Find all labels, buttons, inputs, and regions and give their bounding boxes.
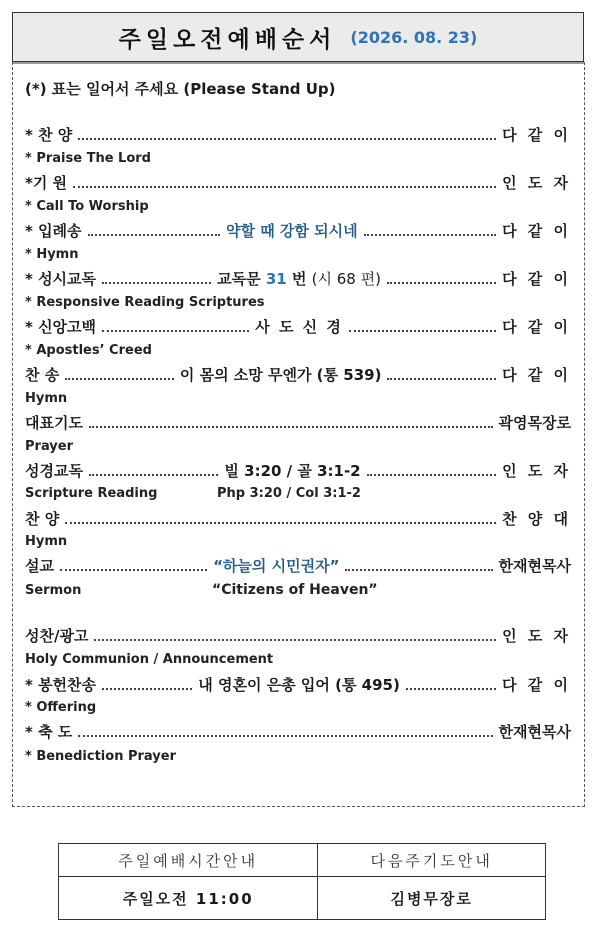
item-english: Hymn <box>25 391 68 406</box>
responsive-reading-text <box>217 268 381 289</box>
item-leader: 한재현목사 <box>498 722 571 741</box>
leader-dots <box>102 330 249 332</box>
worship-time-value: 주일오전 11:00 <box>59 877 318 920</box>
page-title: 주일오전예배순서 <box>118 26 337 53</box>
reading-number: 31 <box>265 269 287 288</box>
item-leader: 다 같 이 <box>502 365 572 384</box>
order-row-sermon <box>25 554 571 576</box>
order-row-praise <box>25 123 571 145</box>
item-korean: * 성시교독 <box>25 269 97 288</box>
order-row-benediction <box>25 720 571 742</box>
item-leader: 다 같 이 <box>502 269 571 288</box>
item-leader: 인 도 자 <box>502 173 571 192</box>
leader-dots <box>88 234 220 236</box>
item-leader: 다 같 이 <box>502 675 571 694</box>
item-english: * Responsive Reading Scriptures <box>25 295 265 310</box>
leader-dots <box>78 735 492 737</box>
item-korean: 대표기도 <box>25 413 83 432</box>
item-english: * Apostles’ Creed <box>25 343 152 358</box>
item-english: Holy Communion / Announcement <box>25 652 274 667</box>
item-leader: 인 도 자 <box>502 626 571 645</box>
order-row-offering <box>25 673 571 695</box>
worship-time-header: 주일예배시간안내 <box>59 844 318 877</box>
order-row-hymn-2 <box>25 363 571 385</box>
order-row-prayer <box>25 411 571 433</box>
order-row-call-to-worship <box>25 171 571 193</box>
sermon-title-english: “Citizens of Heaven” <box>212 582 378 598</box>
item-korean: 성찬/광고 <box>25 626 89 645</box>
leader-dots <box>78 138 496 140</box>
order-row-choir <box>25 507 571 529</box>
item-korean: * 신앙고백 <box>25 317 97 336</box>
item-english: Prayer <box>25 439 74 454</box>
item-korean: *기 원 <box>25 173 68 192</box>
item-korean: 성경교독 <box>25 461 83 480</box>
scripture-ref: 빌 3:20 / 골 3:1-2 <box>224 461 361 480</box>
item-english: * Offering <box>25 700 97 715</box>
stand-up-note: (*) 표는 일어서 주세요 (Please Stand Up) <box>25 80 336 98</box>
leader-dots <box>387 282 496 284</box>
item-english: * Praise The Lord <box>25 151 151 166</box>
next-prayer-header: 다음주기도안내 <box>318 844 546 877</box>
leader-dots <box>65 378 174 380</box>
order-row-scripture <box>25 459 571 481</box>
item-korean: * 찬 양 <box>25 125 73 144</box>
item-korean: 설교 <box>25 556 54 575</box>
leader-dots <box>406 688 496 690</box>
order-row-communion <box>25 624 571 646</box>
leader-dots <box>349 330 496 332</box>
item-leader: 다 같 이 <box>502 125 571 144</box>
item-english: Scripture Reading <box>25 486 158 501</box>
service-date: (2026. 08. 23) <box>350 27 478 47</box>
leader-dots <box>65 522 496 524</box>
leader-dots <box>364 234 496 236</box>
reading-psalm: (시 68 편) <box>311 269 381 288</box>
item-english: * Benediction Prayer <box>25 749 176 764</box>
item-leader: 다 같 이 <box>502 221 571 240</box>
order-row-hymn <box>25 219 571 241</box>
item-english: Hymn <box>25 534 68 549</box>
leader-dots <box>367 474 496 476</box>
item-leader: 다 같 이 <box>502 317 571 336</box>
item-leader: 곽영목장로 <box>498 413 571 432</box>
sermon-title: “하늘의 시민권자” <box>213 556 340 575</box>
info-table <box>58 843 546 920</box>
item-leader: 인 도 자 <box>502 461 571 480</box>
leader-dots <box>387 378 496 380</box>
item-leader: 찬 양 대 <box>502 509 571 528</box>
leader-dots <box>73 186 496 188</box>
hymn-title: 약할 때 강함 되시네 <box>226 221 358 240</box>
item-korean: * 입례송 <box>25 221 82 240</box>
creed-title: 사 도 신 경 <box>255 317 343 336</box>
item-korean: 찬 양 <box>25 509 60 528</box>
leader-dots <box>89 474 218 476</box>
item-english: * Hymn <box>25 247 79 262</box>
order-row-creed <box>25 315 571 337</box>
reading-prefix: 교독문 <box>217 269 266 288</box>
leader-dots <box>89 426 493 428</box>
leader-dots <box>345 569 492 571</box>
leader-dots <box>102 282 211 284</box>
item-english: Sermon <box>25 583 82 598</box>
next-prayer-value: 김병무장로 <box>318 877 546 920</box>
item-leader: 한재현목사 <box>498 556 571 575</box>
item-korean: * 봉헌찬송 <box>25 675 97 694</box>
scripture-ref-english: Php 3:20 / Col 3:1-2 <box>217 486 361 501</box>
leader-dots <box>60 569 207 571</box>
item-english: * Call To Worship <box>25 199 149 214</box>
leader-dots <box>94 639 496 641</box>
item-korean: * 축 도 <box>25 722 73 741</box>
hymn-title: 내 영혼이 은총 입어 (통 495) <box>198 675 400 694</box>
hymn-title: 이 몸의 소망 무엔가 (통 539) <box>179 365 382 384</box>
reading-unit: 번 <box>286 269 312 288</box>
leader-dots <box>102 688 192 690</box>
item-korean: 찬 송 <box>25 365 60 384</box>
title-box <box>12 12 584 62</box>
order-row-responsive-reading <box>25 267 571 289</box>
